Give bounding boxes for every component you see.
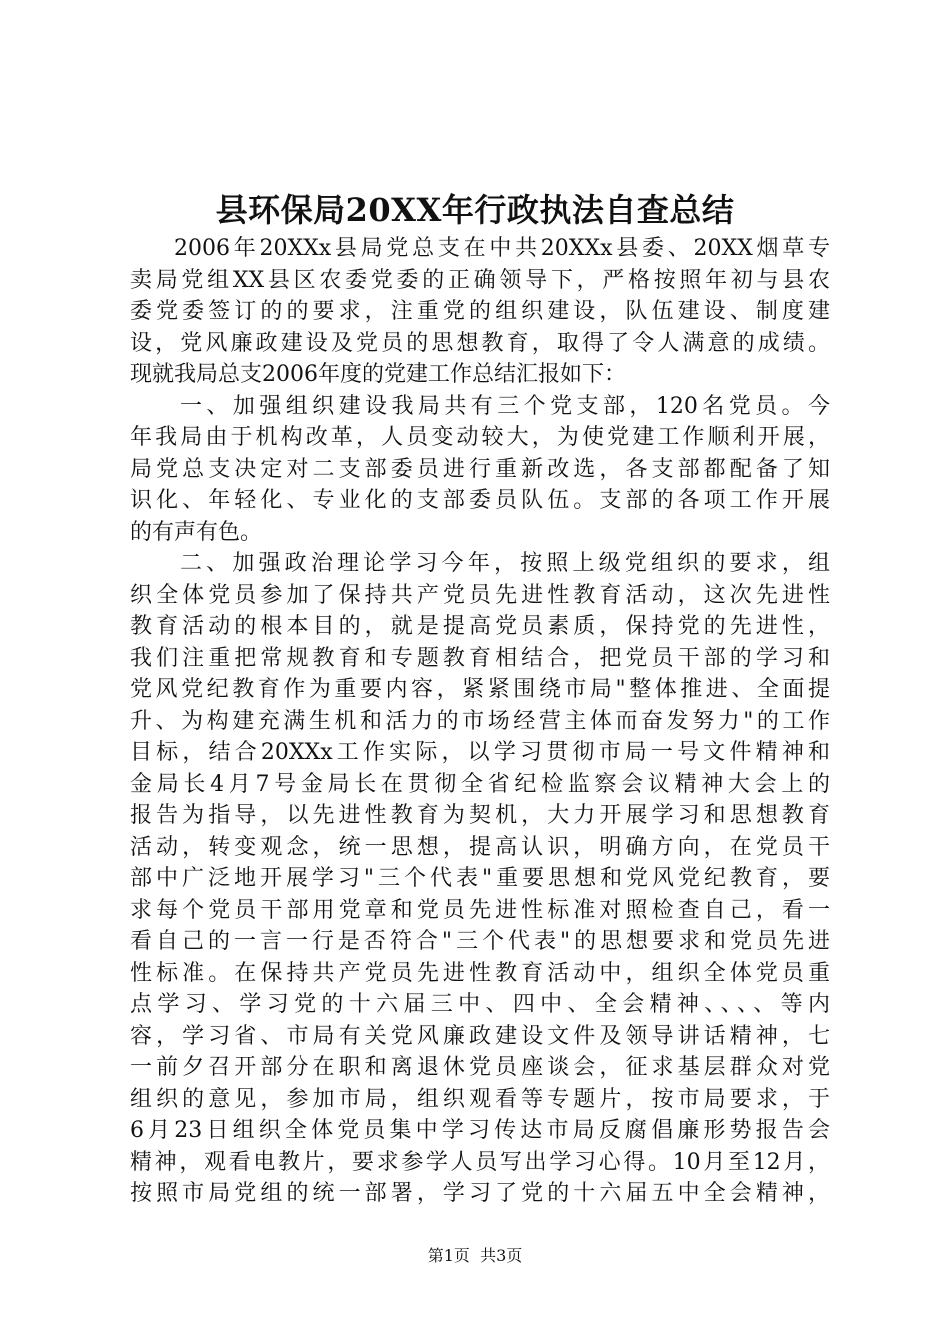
body-line: 一前夕召开部分在职和离退休党员座谈会，征求基层群众对党 — [130, 1055, 830, 1080]
body-line: 现就我局总支2006年度的党建工作总结汇报如下： — [130, 362, 626, 387]
body-line: 活动，转变观念，统一思想，提高认识，明确方向，在党员干 — [130, 834, 830, 860]
body-line: 目标，结合20XXx工作实际，以学习贯彻市局一号文件精神和 — [130, 740, 830, 765]
body-line: 求每个党员干部用党章和党员先进性标准对照检查自己，看一 — [130, 897, 830, 923]
body-line: 组织的意见，参加市局，组织观看等专题片，按市局要求，于 — [130, 1086, 830, 1112]
body-line: 6月23日组织全体党员集中学习传达市局反腐倡廉形势报告会 — [130, 1118, 830, 1143]
body-line: 部中广泛地开展学习"三个代表"重要思想和党风党纪教育，要 — [130, 866, 830, 891]
body-line: 局党总支决定对二支部委员进行重新改选，各支部都配备了知 — [130, 456, 830, 482]
page-number-footer: 第1页 共3页 — [427, 1246, 523, 1265]
body-line: 点学习、学习党的十六届三中、四中、全会精神、、、、等内 — [130, 992, 830, 1017]
body-line: 识化、年轻化、专业化的支部委员队伍。支部的各项工作开展 — [130, 488, 830, 513]
body-line: 教育活动的根本目的，就是提高党员素质，保持党的先进性， — [130, 614, 830, 639]
body-line: 按照市局党组的统一部署，学习了党的十六届五中全会精神， — [130, 1181, 830, 1206]
body-line: 年我局由于机构改革，人员变动较大，为使党建工作顺利开展， — [130, 425, 830, 450]
body-line: 二、加强政治理论学习今年，按照上级党组织的要求，组 — [180, 551, 830, 576]
body-line: 一、加强组织建设我局共有三个党支部，120名党员。今 — [180, 393, 830, 419]
body-line: 我们注重把常规教育和专题教育相结合，把党员干部的学习和 — [130, 645, 830, 671]
body-line: 报告为指导，以先进性教育为契机，大力开展学习和思想教育 — [130, 803, 830, 828]
body-line: 设，党风廉政建设及党员的思想教育，取得了令人满意的成绩。 — [130, 330, 830, 356]
body-line: 看自己的一言一行是否符合"三个代表"的思想要求和党员先进 — [130, 929, 830, 954]
document-title: 县环保局20XX年行政执法自查总结 — [215, 191, 735, 229]
body-line: 党风党纪教育作为重要内容，紧紧围绕市局"整体推进、全面提 — [130, 677, 830, 702]
body-line: 委党委签订的的要求，注重党的组织建设，队伍建设、制度建 — [130, 299, 830, 324]
body-line: 的有声有色。 — [130, 519, 263, 545]
body-line: 升、为构建充满生机和活力的市场经营主体而奋发努力"的工作 — [130, 708, 830, 734]
body-line: 织全体党员参加了保持共产党员先进性教育活动，这次先进性 — [130, 582, 830, 608]
body-line: 精神，观看电教片，要求参学人员写出学习心得。10月至12月， — [130, 1149, 830, 1175]
body-line: 容，学习省、市局有关党风廉政建设文件及领导讲话精神，七 — [130, 1023, 830, 1049]
body-line: 2006年20XXx县局党总支在中共20XXx县委、20XX烟草专 — [174, 236, 830, 261]
body-line: 卖局党组XX县区农委党委的正确领导下，严格按照年初与县农 — [130, 267, 830, 293]
body-line: 性标准。在保持共产党员先进性教育活动中，组织全体党员重 — [130, 960, 830, 986]
document-body — [130, 233, 830, 1210]
body-line: 金局长4月7号金局长在贯彻全省纪检监察会议精神大会上的 — [130, 771, 830, 797]
